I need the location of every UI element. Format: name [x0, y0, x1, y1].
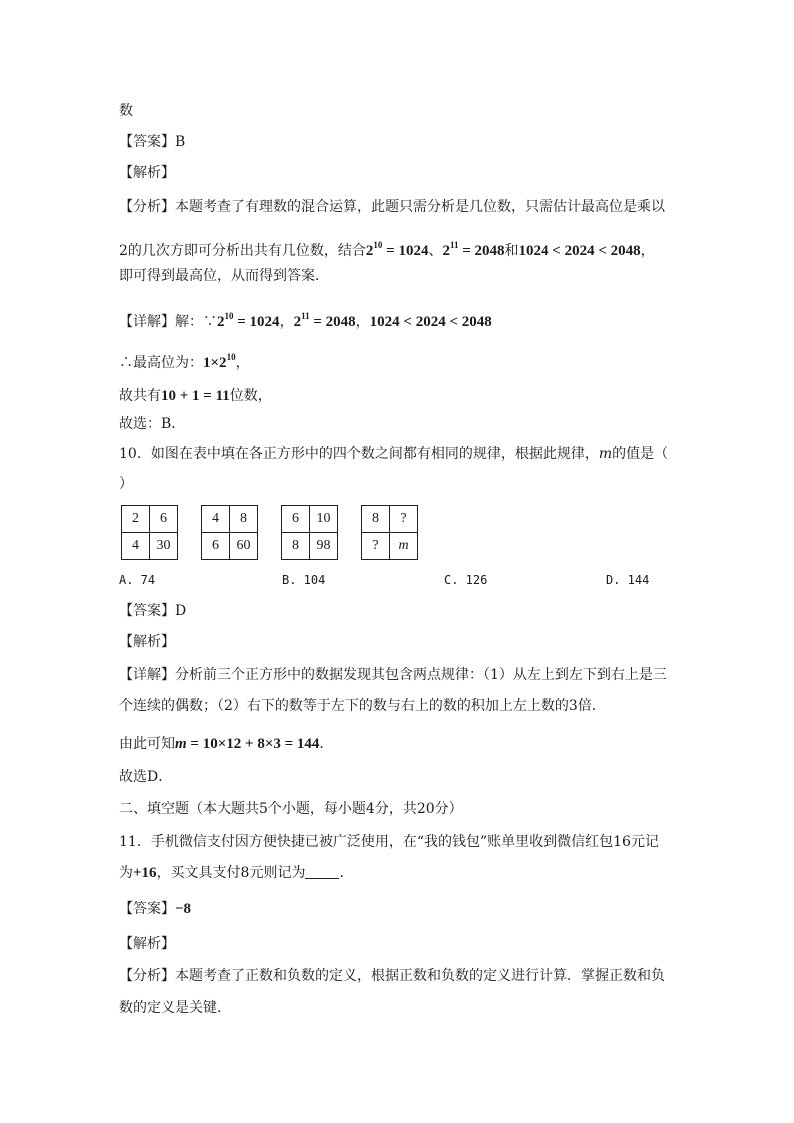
text: 位数，	[229, 388, 272, 404]
cell: 98	[310, 533, 338, 560]
cell: 6	[150, 506, 178, 533]
cell: 60	[230, 533, 258, 560]
text-line	[119, 474, 133, 494]
analysis-label	[119, 163, 175, 183]
option-c: C. 126	[444, 573, 488, 587]
text-line	[119, 734, 333, 754]
cell: 30	[150, 533, 178, 560]
text: ，	[279, 314, 294, 330]
text: 【详解】分析前三个正方形中的数据发现其包含两点规律：（1）从左上到左下到右上是三	[119, 667, 667, 683]
text: 【分析】本题考查了正数和负数的定义，根据正数和负数的定义进行计算．掌握正数和负	[119, 968, 665, 984]
cell: 10	[310, 506, 338, 533]
text: ，	[640, 243, 655, 259]
text-line	[119, 696, 606, 716]
text: 二、填空题（本大题共5个小题，每小题4分，共20分）	[119, 801, 463, 817]
cell: 4	[202, 506, 230, 533]
question-11	[119, 832, 659, 852]
number-square-2	[201, 505, 258, 560]
text: 11．手机微信支付因方便快捷已被广泛使用，在“我的钱包”账单里收到微信红包16元记	[119, 834, 659, 850]
text: ，买文具支付8元则记为	[156, 865, 306, 881]
text: 和	[504, 243, 519, 259]
text: 个连续的偶数；（2）右下的数等于左下的数与右上的数的积加上左上数的3倍．	[119, 698, 606, 714]
text: 【答案】B	[119, 134, 186, 150]
text: 故选D．	[119, 769, 173, 785]
text: ）	[119, 476, 133, 492]
option-d: D. 144	[606, 573, 650, 587]
question-10	[119, 444, 668, 464]
text: 【解析】	[119, 634, 175, 650]
text: 、	[428, 243, 443, 259]
text-line	[119, 998, 231, 1018]
text: 【解析】	[119, 165, 175, 181]
text: 【答案】	[119, 901, 175, 917]
text: ，	[355, 314, 370, 330]
math-expression: 10 + 1 = 11	[161, 388, 230, 404]
text: ，	[235, 355, 250, 371]
number-square-4	[361, 505, 418, 560]
text: 【分析】本题考查了有理数的混合运算，此题只需分析是几位数，只需估计最高位是乘以	[119, 199, 665, 215]
text: 【详解】解：∵	[119, 314, 217, 330]
answer-label	[119, 601, 186, 621]
analysis-label	[119, 632, 175, 652]
text-line	[119, 665, 667, 685]
cell: ?	[362, 533, 390, 560]
text: 故选：B．	[119, 416, 186, 432]
text-line	[119, 235, 655, 261]
cell: 4	[122, 533, 150, 560]
cell: 8	[282, 533, 310, 560]
math-expression: 1024 < 2024 < 2048	[518, 243, 641, 259]
section-heading	[119, 799, 463, 819]
text: 2的几次方即可分析出共有几位数，结合	[119, 243, 366, 259]
text-line	[119, 266, 329, 286]
text: 数	[119, 103, 133, 119]
text-line	[119, 101, 133, 121]
cell: ?	[390, 506, 418, 533]
text-line	[119, 197, 665, 217]
text: 【解析】	[119, 936, 175, 952]
text-line	[119, 414, 185, 434]
text: ．	[319, 736, 334, 752]
math-expression: 1024 < 2024 < 2048	[369, 314, 492, 330]
option-b: B. 104	[282, 573, 326, 587]
text-line	[119, 767, 172, 787]
text-line	[119, 966, 665, 986]
math-variable: m	[598, 446, 613, 462]
text-line	[119, 386, 272, 406]
cell: 8	[230, 506, 258, 533]
text: 数的定义是关键．	[119, 1000, 231, 1016]
text: 为	[119, 865, 133, 881]
number-square-1	[121, 505, 178, 560]
text: ．	[339, 865, 354, 881]
text-line	[119, 863, 353, 883]
text: 即可得到最高位，从而得到答案．	[119, 268, 329, 284]
math-variable: m	[175, 736, 187, 752]
analysis-label	[119, 934, 175, 954]
text: 【答案】D	[119, 603, 187, 619]
cell: 8	[362, 506, 390, 533]
math-expression: $2^{10} = 1024$	[365, 240, 429, 259]
cell: 6	[202, 533, 230, 560]
cell: 6	[282, 506, 310, 533]
math-expression: +16	[133, 865, 157, 881]
option-a: A. 74	[119, 573, 156, 587]
cell: 2	[122, 506, 150, 533]
text: 故共有	[119, 388, 161, 404]
answer-label	[119, 899, 191, 919]
math-expression: = 10×12 + 8×3 = 144	[186, 736, 320, 752]
text: 10．如图在表中填在各正方形中的四个数之间都有相同的规律，根据此规律，	[119, 446, 599, 462]
text-line	[119, 306, 492, 332]
math-expression: $2^{11} = 2048$	[293, 311, 356, 330]
number-square-3	[281, 505, 338, 560]
cell: m	[390, 533, 418, 560]
text: 由此可知	[119, 736, 175, 752]
text: ∴最高位为：	[119, 355, 203, 371]
math-expression: $2^{10} = 1024$	[217, 311, 280, 330]
answer-label	[119, 132, 185, 152]
answer-blank	[305, 864, 339, 879]
math-expression: $2^{11} = 2048$	[442, 240, 505, 259]
text: 的值是（	[612, 446, 669, 462]
text-line	[119, 347, 250, 373]
math-expression: −8	[175, 901, 192, 917]
math-expression: $1\times 2^{10}$	[203, 352, 236, 371]
